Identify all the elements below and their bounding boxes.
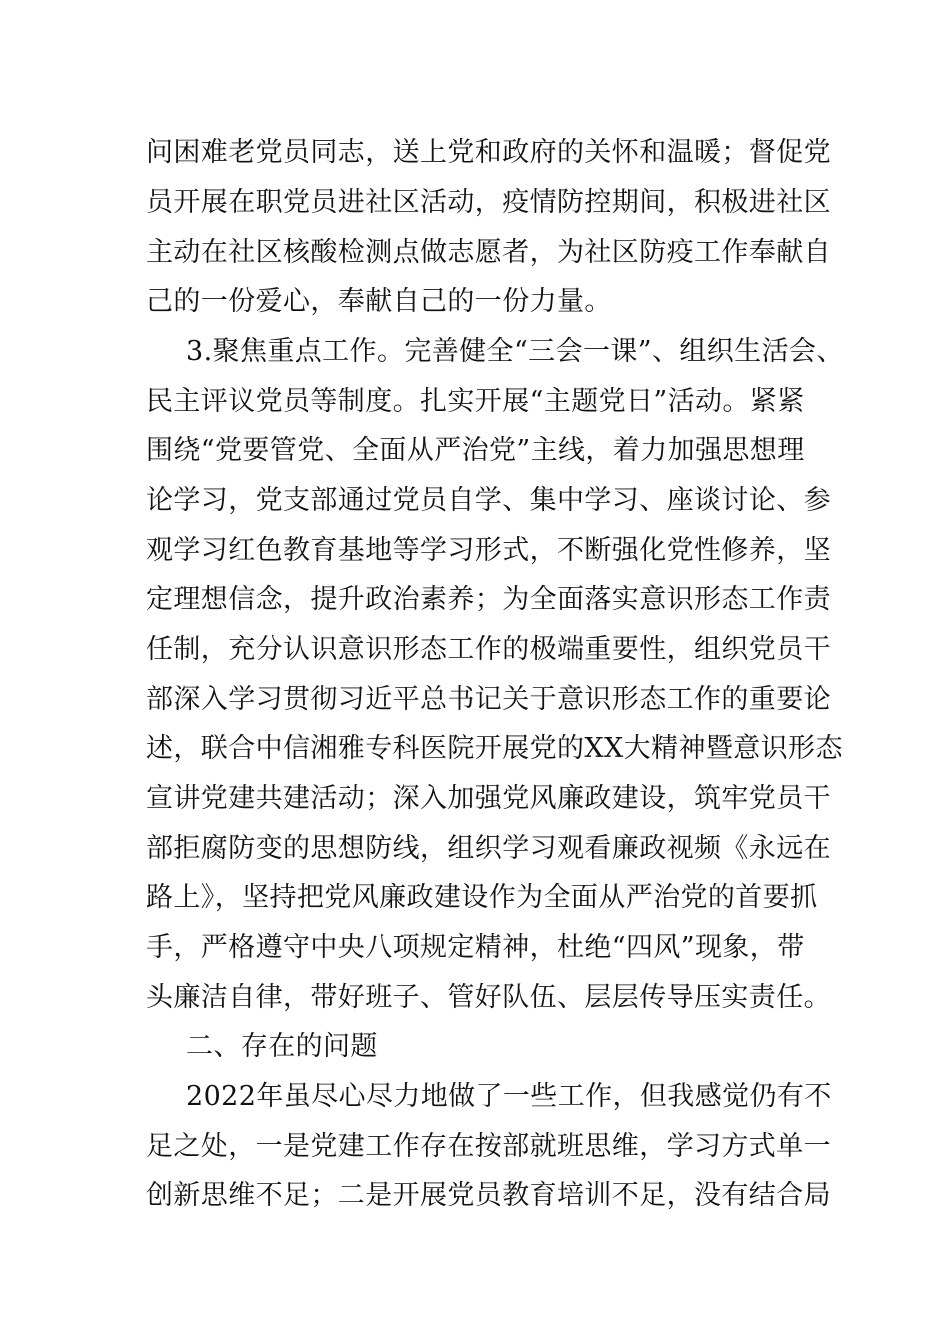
paragraph-3-start: 3.聚焦重点工作。完善健全“三会一课”、组织生活会、: [186, 336, 844, 367]
text-line-6: 民主评议党员等制度。扎实开展“主题党日”活动。紧紧: [146, 386, 805, 417]
text-line-12: 部深入学习贯彻习近平总书记关于意识形态工作的重要论: [146, 684, 831, 715]
text-line-11: 任制，充分认识意识形态工作的极端重要性，组织党员干: [146, 634, 831, 665]
text-line-2: 员开展在职党员进社区活动，疫情防控期间，积极进社区: [146, 187, 831, 218]
paragraph-problems-start: 2022年虽尽心尽力地做了一些工作，但我感觉仍有不: [186, 1081, 832, 1112]
text-line-13: 述，联合中信湘雅专科医院开展党的XX大精神暨意识形态: [146, 733, 843, 764]
text-line-17: 手，严格遵守中央八项规定精神，杜绝“四风”现象，带: [146, 932, 805, 963]
text-line-4: 己的一份爱心，奉献自己的一份力量。: [146, 286, 612, 317]
section-heading-problems: 二、存在的问题: [186, 1031, 378, 1062]
text-line-18: 头廉洁自律，带好班子、管好队伍、层层传导压实责任。: [146, 982, 831, 1013]
text-line-14: 宣讲党建共建活动；深入加强党风廉政建设，筑牢党员干: [146, 783, 831, 814]
text-line-1: 问困难老党员同志，送上党和政府的关怀和温暖；督促党: [146, 137, 831, 168]
text-line-9: 观学习红色教育基地等学习形式，不断强化党性修养，坚: [146, 535, 831, 566]
text-line-22: 创新思维不足；二是开展党员教育培训不足，没有结合局: [146, 1180, 831, 1211]
text-line-8: 论学习，党支部通过党员自学、集中学习、座谈讨论、参: [146, 485, 831, 516]
text-line-16: 路上》，坚持把党风廉政建设作为全面从严治党的首要抓: [146, 882, 818, 913]
text-line-10: 定理想信念，提升政治素养；为全面落实意识形态工作责: [146, 584, 831, 615]
text-line-21: 足之处，一是党建工作存在按部就班思维，学习方式单一: [146, 1131, 831, 1162]
text-line-3: 主动在社区核酸检测点做志愿者，为社区防疫工作奉献自: [146, 237, 831, 268]
text-line-7: 围绕“党要管党、全面从严治党”主线，着力加强思想理: [146, 435, 805, 466]
text-line-15: 部拒腐防变的思想防线，组织学习观看廉政视频《永远在: [146, 833, 831, 864]
